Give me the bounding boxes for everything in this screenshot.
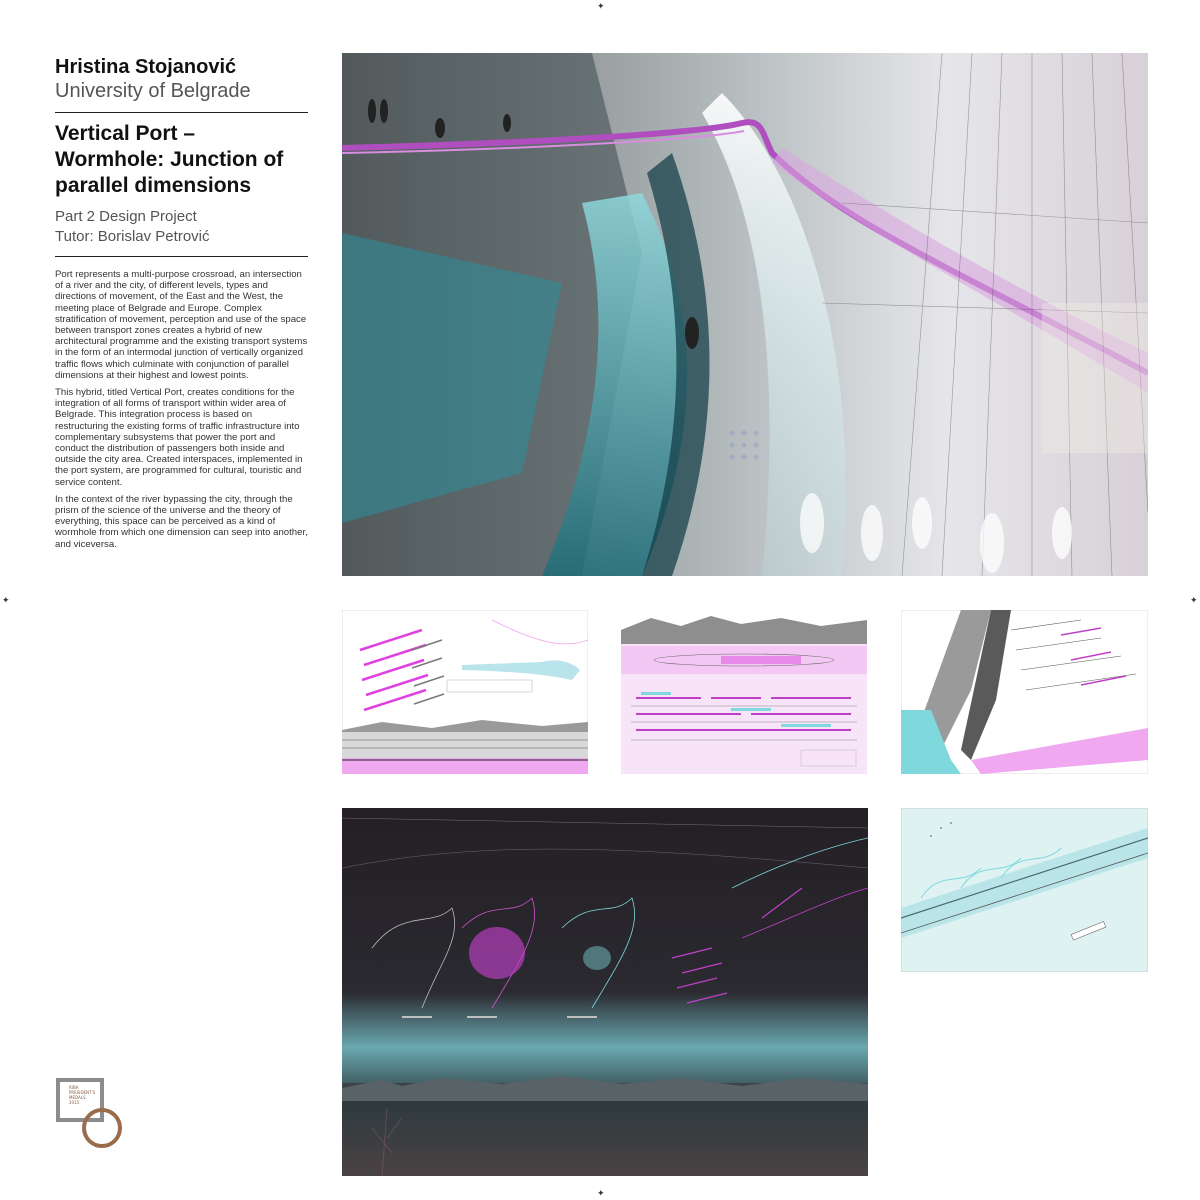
section-drawing-panel [342,610,588,774]
night-city-render [342,808,868,1176]
registration-mark-bottom: ✦ [597,1188,605,1198]
registration-mark-right: ✦ [1190,595,1198,605]
axonometric-panel [901,610,1148,774]
project-subtitle: Part 2 Design Project [55,208,197,225]
logo-line-4: 2015 [69,1100,80,1105]
site-plan-panel [901,808,1148,972]
description-paragraph-1: Port represents a multi-purpose crossroad, an intersection of a river and the city, of different levels, types and directions of movement, of the East and the West, the meeting place of Belgrade and Europe. Complex stratification of movement, perception and use of the space between transport zones creates a hybrid of new architectural programme and the existing transport systems in the form of an intermodal junction of vertically organized traffic flows which culminate with conjunction of parallel dimensions at their highest and lowest points. [55,269,308,381]
divider [55,112,308,113]
project-title-line-1: Vertical Port – [55,122,196,145]
project-info [55,55,308,556]
logo-line-1: RIBA [69,1085,79,1090]
project-tutor: Tutor: Borislav Petrović [55,228,210,245]
project-title-line-3: parallel dimensions [55,174,252,197]
divider [55,256,308,257]
riba-logo [56,1078,126,1150]
logo-line-2: PRESIDENT'S [69,1090,96,1095]
project-title-line-2: Wormhole: Junction of [55,148,284,171]
registration-mark-top: ✦ [597,1,605,11]
registration-mark-left: ✦ [2,595,10,605]
university-name: University of Belgrade [55,80,251,102]
description-paragraph-3: In the context of the river bypassing the city, through the prism of the science of the universe and the theory of everything, this space can be perceived as a kind of wormhole from which one dimension can seep into another, and viceversa. [55,493,308,550]
description-paragraph-2: This hybrid, titled Vertical Port, creates conditions for the integration of all forms of transport within wider area of Belgrade. This integration process is based on restructuring the existing forms of traffic infrastructure into complementary subsystems that power the port and conduct the distribution of passengers both inside and outside the city area. Created interspaces, implemented in the port system, are programmed for cultural, touristic and service content. [55,387,303,488]
main-perspective-render [342,53,1148,576]
logo-line-3: MEDALS [69,1095,86,1100]
author-name: Hristina Stojanović [55,56,237,78]
plans-and-sections-panel [621,610,867,774]
logo-text [69,1085,95,1105]
project-description [55,269,308,550]
